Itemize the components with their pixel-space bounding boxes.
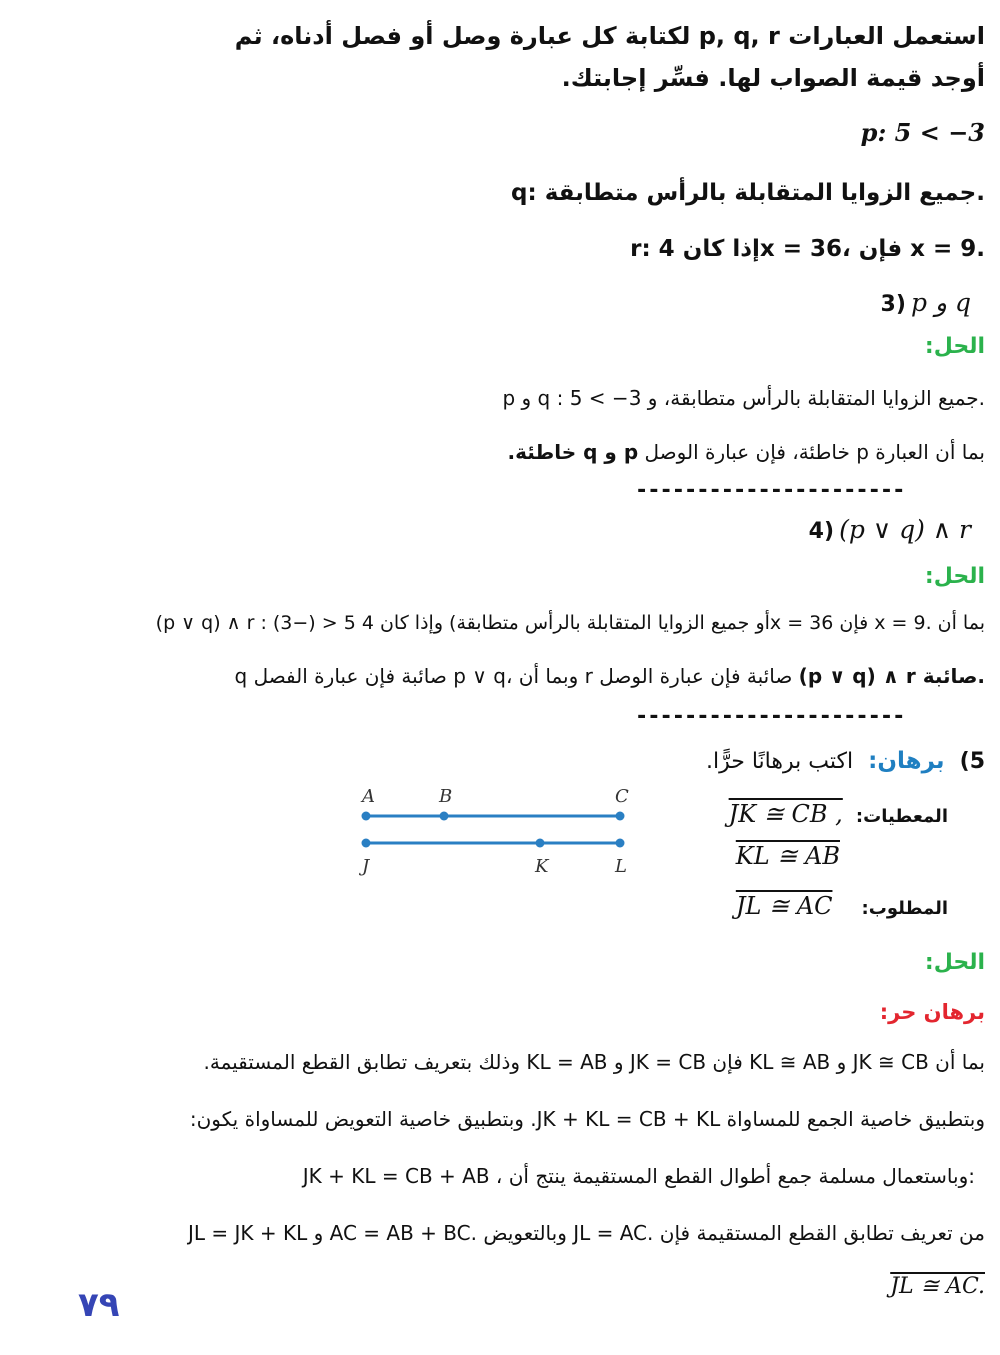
point-B [440,812,449,821]
page-number: ٧٩ [78,1285,120,1325]
problem-3-solution-line-2 [30,440,985,464]
point-A [362,812,371,821]
given-label: المعطيات: [855,806,948,827]
divider-2: ---------------------- [635,704,905,729]
problem-3-header [30,288,985,317]
proof-line-3: JK + KL = CB + AB ، وباستعمال مسلمة جمع أطوال القطع المستقيمة ينتج أن: [302,1164,975,1188]
statement-p: p: 5 < −3 [860,118,985,147]
problem-5-proof-word: برهان: [868,748,945,774]
prove-row [560,892,948,920]
problem-5-instruction: اكتب برهانًا حرًّا. [706,749,854,774]
problem-3-solution-line-1: p و q : جميع الزوايا المتقابلة بالرأس متطابقة، و 3− > 5. [502,386,985,410]
point-C [616,812,625,821]
statement-q: q: جميع الزوايا المتقابلة بالرأس متطابقة. [511,180,985,206]
problem-4-solution-line-2 [30,664,985,688]
statement-r: r: إذا كان 4x = 36، فإن x = 9. [630,236,985,262]
problem-3-number: 3) [880,292,906,317]
prove-statement: JL ≅ AC [735,892,833,920]
problem-3-conclusion: p و q خاطئة. [507,440,639,464]
problem-3-expression: p و q [911,288,971,317]
problem-4-solution-line-1: (p ∨ q) ∧ r : (3−) > 5 أو جميع الزوايا المتقابلة بالرأس متطابقة) وإذا كان 4x = 36 فإن x = 9. بما أن [155,612,985,634]
problem-4-solution-label: الحل: [924,564,985,589]
label-C: C [615,786,629,807]
problem-4-number: 4) [808,519,835,544]
problem-5-header [500,748,985,774]
problem-4-expression: (p ∨ q) ∧ r [839,515,971,544]
proof-line-1: بما أن JK ≅ CB و KL ≅ AB فإن JK = CB و KL = AB وذلك بتعريف تطابق القطع المستقيمة. [203,1050,985,1074]
proof-line-5: JL ≅ AC. [890,1274,985,1299]
given-2: KL ≅ AB [735,842,840,870]
prove-label: المطلوب: [861,898,948,919]
given-1: JK ≅ CB , [728,800,843,828]
label-B: B [439,786,453,807]
divider-1: ---------------------- [635,478,905,503]
point-K [536,839,545,848]
proof-line-2: وبتطبيق خاصية الجمع للمساواة JK + KL = CB + KL. وبتطبيق خاصية التعويض للمساواة يكون: [189,1107,985,1131]
proof-type-label: برهان حر: [879,1000,985,1024]
problem-5-number: 5) [959,749,985,774]
label-K: K [535,856,549,877]
problem-4-line-2-text: q صائبة فإن عبارة الفصل p ∨ q، وبما أن r صائبة فإن عبارة الوصل [234,664,799,688]
segment-figure [350,780,640,890]
problem-4-conclusion: (p ∨ q) ∧ r صائبة. [798,664,985,688]
problem-3-solution-label: الحل: [924,334,985,359]
proof-line-4: JL = JK + KL و AC = AB + BC. وبالتعويض JL = AC. من تعريف تطابق القطع المستقيمة فإن [188,1221,985,1245]
label-J: J [362,856,370,877]
problem-4-header [30,515,985,544]
intro-line-2: أوجد قيمة الصواب لها. فسِّر إجابتك. [561,64,985,92]
point-J [362,839,371,848]
problem-3-line-2-text: بما أن العبارة p خاطئة، فإن عبارة الوصل [638,440,985,464]
problem-5-solution-label: الحل: [924,950,985,975]
intro-line-1: استعمل العبارات p, q, r لكتابة كل عبارة وصل أو فصل أدناه، ثم [234,22,985,50]
label-A: A [362,786,375,807]
point-L [616,839,625,848]
label-L: L [615,856,627,877]
